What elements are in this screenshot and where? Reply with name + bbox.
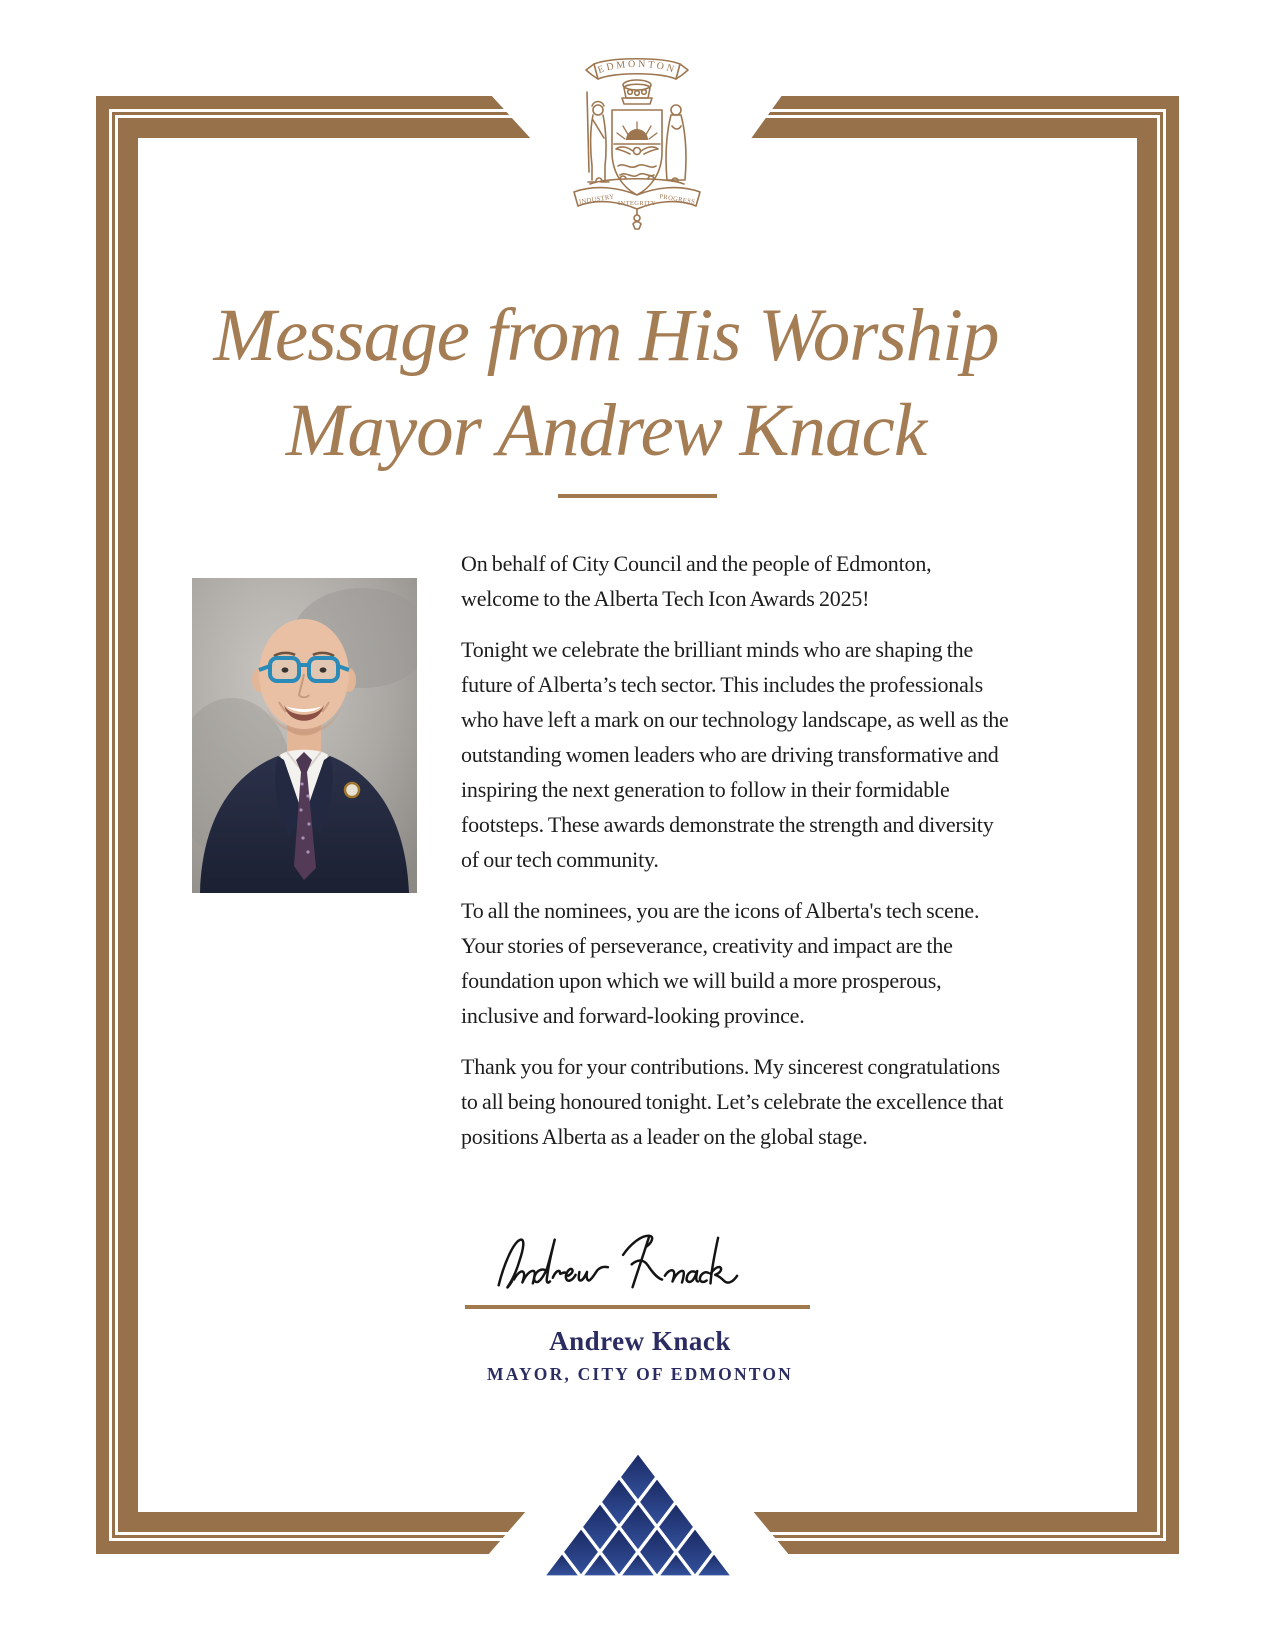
paragraph-3: To all the nominees, you are the icons of Alberta's tech scene. Your stories of perseverance, creativity and impact are the foundation upon which we will build a more prosperous, inclusive and forward-looking province.: [461, 898, 980, 1028]
mayor-portrait-photo: [192, 578, 417, 893]
signature-handwriting: [492, 1226, 777, 1298]
page-title: [0, 288, 1212, 479]
crest-motto-industry: INDUSTRY: [578, 193, 615, 206]
page-title-line2: Mayor Andrew Knack: [285, 389, 927, 473]
paragraph-1: On behalf of City Council and the people of Edmonton, welcome to the Alberta Tech Icon Awards 2025!: [461, 551, 932, 611]
signatory-name: Andrew Knack: [549, 1326, 731, 1356]
edmonton-crest: [562, 54, 712, 234]
signatory-title: MAYOR, CITY OF EDMONTON: [487, 1364, 793, 1384]
title-divider: [558, 494, 717, 498]
signature-rule: [465, 1305, 810, 1309]
crest-motto-progress: PROGRESS: [658, 193, 696, 206]
paragraph-2: Tonight we celebrate the brilliant minds who are shaping the future of Alberta’s tech sector. This includes the professionals who have left a mark on our technology landscape, as well as the outstanding women leaders who are driving transformative and inspiring the next generation to follow in their formidable footsteps. These awards demonstrate the strength and diversity of our tech community.: [461, 637, 1009, 872]
pyramid-logo: [543, 1452, 733, 1577]
message-body: [461, 546, 1009, 1170]
page-title-line1: Message from His Worship: [213, 294, 999, 377]
crest-banner-text: EDMONTON: [596, 58, 678, 77]
crest-motto-integrity: INTEGRITY: [617, 200, 657, 207]
paragraph-4: Thank you for your contributions. My sincerest congratulations to all being honoured tonight. Let’s celebrate the excellence that positions Alberta as a leader on the global stage.: [461, 1054, 1004, 1149]
